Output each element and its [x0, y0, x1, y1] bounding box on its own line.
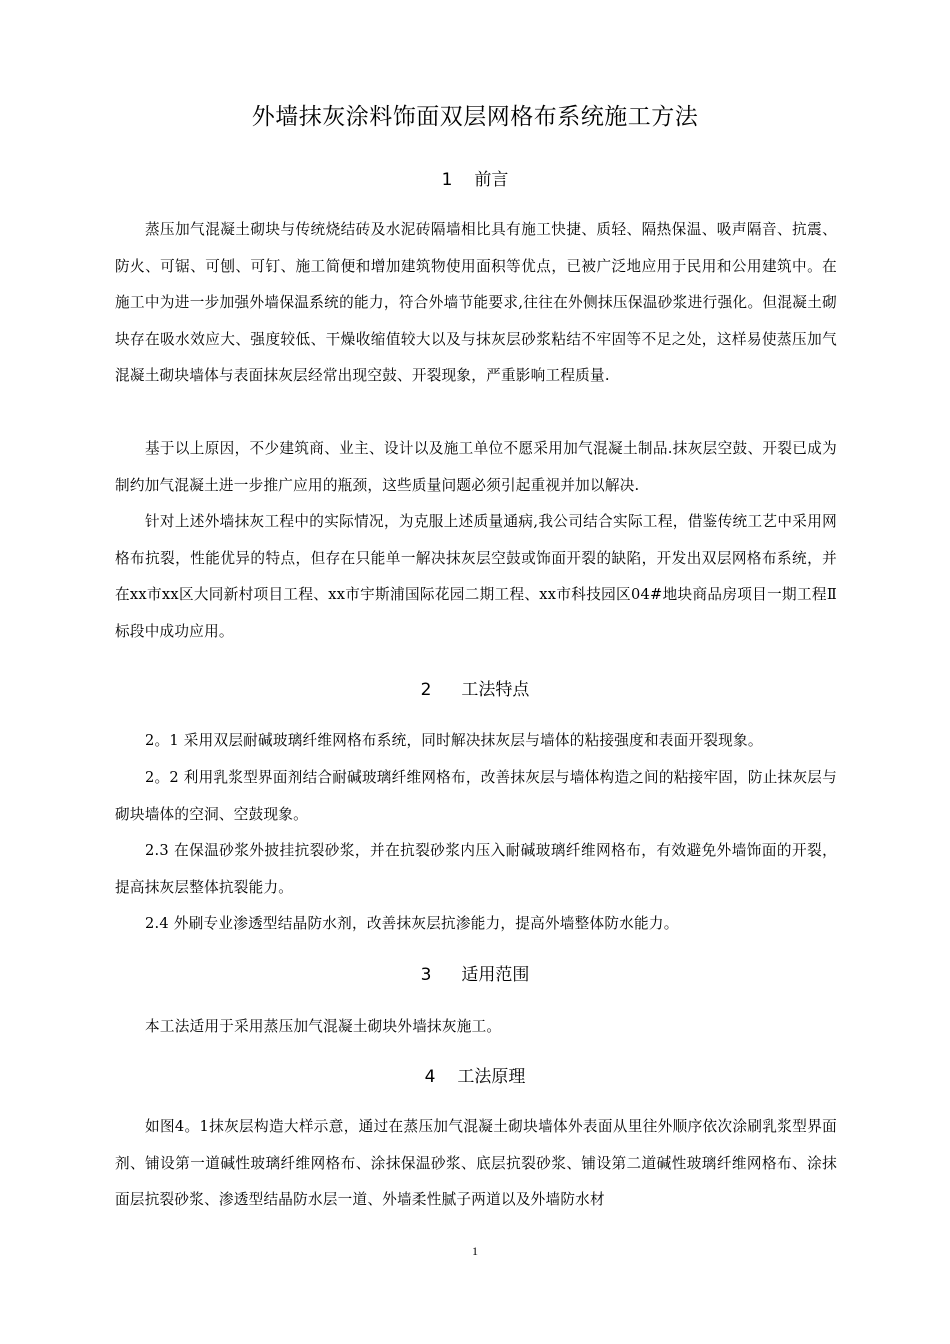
section-title: 工法原理 [457, 1067, 526, 1087]
section-heading-4 [0, 1065, 950, 1089]
paragraph: 2.3 在保温砂浆外披挂抗裂砂浆，并在抗裂砂浆内压入耐碱玻璃纤维网格布，有效避免外墙饰面的开裂，提高抹灰层整体抗裂能力。 [115, 842, 837, 896]
paragraph: 2。1 采用双层耐碱玻璃纤维网格布系统，同时解决抹灰层与墙体的粘接强度和表面开裂现象。 [145, 732, 763, 749]
paragraph: 蒸压加气混凝土砌块与传统烧结砖及水泥砖隔墙相比具有施工快捷、质轻、隔热保温、吸声隔音、抗震、防火、可锯、可刨、可钉、施工简便和增加建筑物使用面积等优点，已被广泛地应用于民用和公用建筑中。在施工中为进一步加强外墙保温系统的能力，符合外墙节能要求,往往在外侧抹压保温砂浆进行强化。但混凝土砌块存在吸水效应大、强度较低、干燥收缩值较大以及与抹灰层砂浆粘结不牢固等不足之处，这样易使蒸压加气混凝土砌块墙体与表面抹灰层经常出现空鼓、开裂现象，严重影响工程质量. [115, 221, 837, 384]
section-number: 3 [420, 965, 432, 985]
section-heading-1 [0, 168, 950, 192]
section-number: 1 [441, 170, 453, 190]
section-heading-2 [0, 678, 950, 702]
section-title: 适用范围 [461, 965, 530, 985]
paragraph: 针对上述外墙抹灰工程中的实际情况，为克服上述质量通病,我公司结合实际工程，借鉴传统工艺中采用网格布抗裂，性能优异的特点，但存在只能单一解决抹灰层空鼓或饰面开裂的缺陷，开发出双层网格布系统，并在xx市xx区大同新村项目工程、xx市宇斯浦国际花园二期工程、xx市科技园区04#地块商品房项目一期工程Ⅱ标段中成功应用。 [115, 513, 837, 640]
section-title: 工法特点 [461, 680, 530, 700]
section-number: 2 [420, 680, 432, 700]
paragraph: 如图4。1抹灰层构造大样示意，通过在蒸压加气混凝土砌块墙体外表面从里往外顺序依次涂刷乳浆型界面剂、铺设第一道碱性玻璃纤维网格布、涂抹保温砂浆、底层抗裂砂浆、铺设第二道碱性玻璃纤维网格布、涂抹面层抗裂砂浆、渗透型结晶防水层一道、外墙柔性腻子两道以及外墙防水材 [115, 1118, 837, 1208]
page-number: 1 [472, 1244, 478, 1258]
paragraph: 本工法适用于采用蒸压加气混凝土砌块外墙抹灰施工。 [145, 1018, 502, 1035]
paragraph: 基于以上原因，不少建筑商、业主、设计以及施工单位不愿采用加气混凝土制品.抹灰层空鼓、开裂已成为制约加气混凝土进一步推广应用的瓶颈，这些质量问题必须引起重视并加以解决. [115, 440, 837, 494]
paragraph: 2。2 利用乳浆型界面剂结合耐碱玻璃纤维网格布，改善抹灰层与墙体构造之间的粘接牢固，防止抹灰层与砌块墙体的空洞、空鼓现象。 [115, 769, 837, 823]
paragraph: 2.4 外刷专业渗透型结晶防水剂，改善抹灰层抗渗能力，提高外墙整体防水能力。 [145, 915, 679, 932]
section-heading-3 [0, 963, 950, 987]
section-number: 4 [424, 1067, 436, 1087]
document-title: 外墙抹灰涂料饰面双层网格布系统施工方法 [251, 104, 699, 130]
section-title: 前言 [474, 170, 509, 190]
